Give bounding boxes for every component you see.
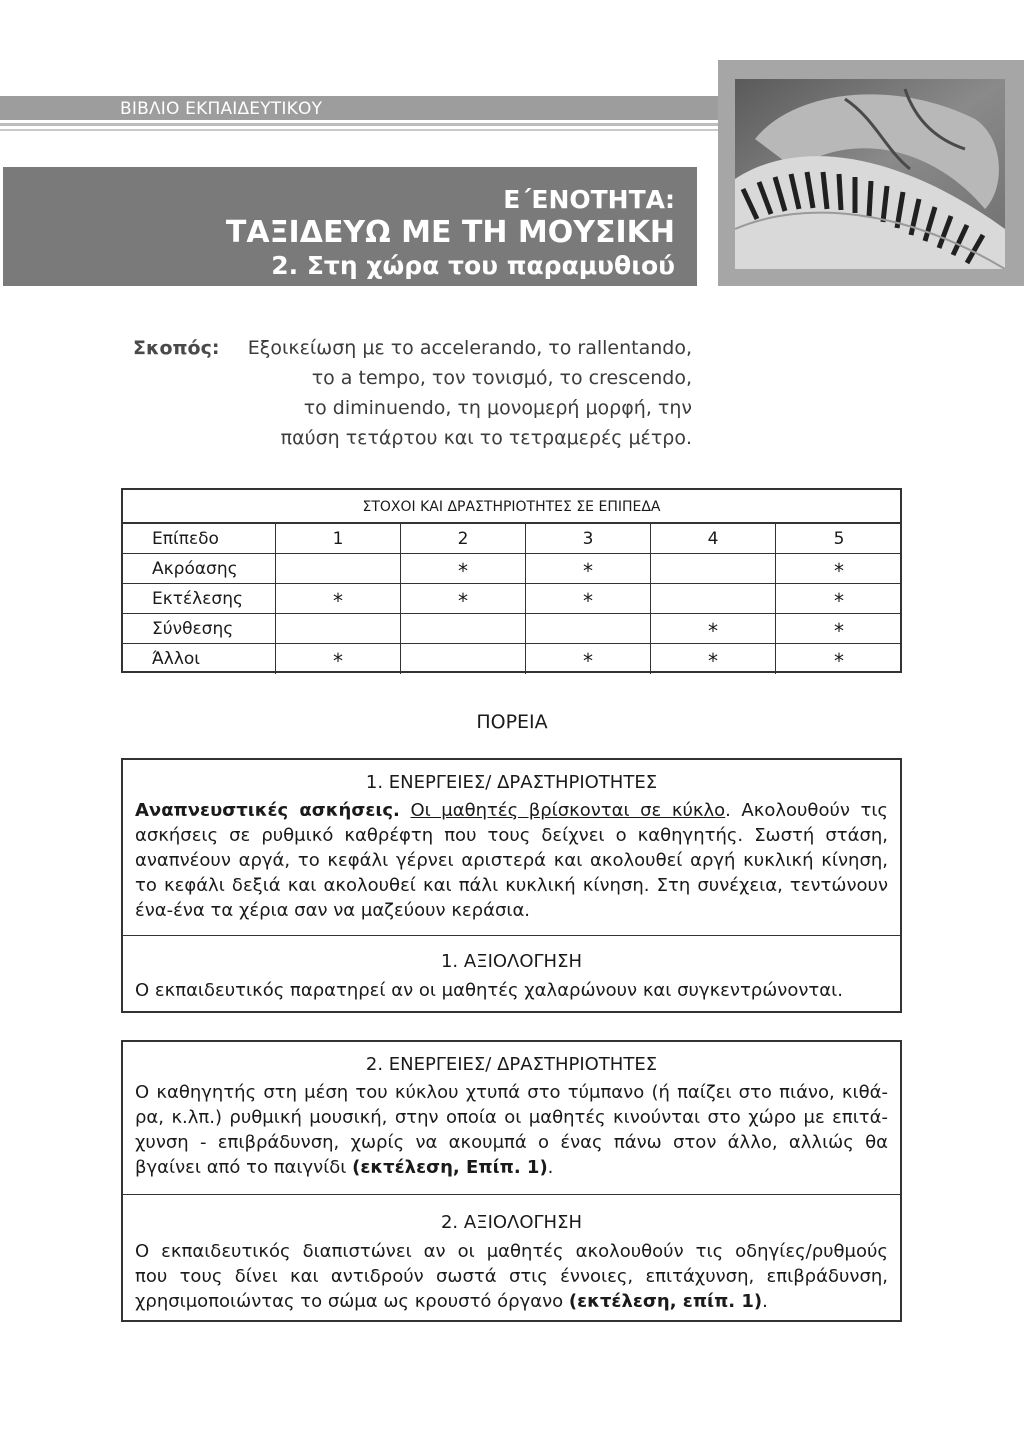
levels-cell: * [775,584,902,614]
activity-text-line: ρα, κ.λπ.) ρυθμική μουσική, στην οποία οι μαθητές κινούνται στο χώρο με επιτά- [135,1107,888,1128]
levels-row-label: Σύνθεσης [152,619,234,639]
levels-cell [650,584,775,614]
activity-heading: 1. ΕΝΕΡΓΕΙΕΣ/ ΔΡΑΣΤΗΡΙΟΤΗΤΕΣ [365,772,658,793]
evaluation-last-line: χρησιμοποιώντας το σώμα ως κρουστό όργανο [135,1291,564,1312]
activity-last-bold: (εκτέλεση, Επίπ. 1) [352,1157,548,1178]
levels-row-label: Ακρόασης [152,559,238,579]
activity-text-line: ένα-ένα τα χέρια σαν να μαζεύουν κεράσια. [135,900,531,921]
evaluation-text-line [135,1289,888,1314]
levels-cell: * [525,554,650,584]
levels-cell [275,554,400,584]
evaluation-heading: 1. ΑΞΙΟΛΟΓΗΣΗ [440,951,582,972]
activity-box-2 [121,1040,902,1322]
levels-cell [400,644,525,674]
levels-row [123,644,900,674]
evaluation-text-line: Ο εκπαιδευτικός διαπιστώνει αν οι μαθητές ακολουθούν τις οδηγίες/ρυθμούς [135,1241,888,1262]
levels-cell: * [650,644,775,674]
evaluation-last-end: . [762,1291,768,1312]
activity-box-1 [121,758,902,1013]
levels-table-title: ΣΤΟΧΟΙ ΚΑΙ ΔΡΑΣΤΗΡΙΟΤΗΤΕΣ ΣΕ ΕΠΙΠΕΔΑ [123,490,900,524]
levels-cell [275,614,400,644]
activity-lead-underline: Οι μαθητές βρίσκονται σε κύκλο [410,800,726,821]
activity-text-line: χυνση - επιβράδυνση, χωρίς να ακουμπά ο ένας πάνω στον άλλο, αλλιώς θα [135,1132,888,1153]
activity-text-line: Ο καθηγητής στη μέση του κύκλου χτυπά στο τύμπανο (ή παίζει στο πιάνο, κιθά- [135,1082,888,1103]
goal-line: παύση τετάρτου και το τετραμερές μέτρο. [280,427,692,449]
levels-cell [400,614,525,644]
evaluation-text-line: που τους δίνει και αντιδρούν σωστά στις έννοιες, επιτάχυνση, επιβράδυνση, [135,1266,888,1287]
section-heading: ΠΟΡΕΙΑ [476,711,548,733]
header-rule [0,123,720,126]
evaluation-heading: 2. ΑΞΙΟΛΟΓΗΣΗ [440,1212,582,1233]
activity-last-line: βγαίνει από το παιγνίδι [135,1157,347,1178]
level-number: 5 [775,524,902,554]
activity-text-line [135,1155,888,1180]
levels-table [121,488,902,673]
levels-cell: * [525,584,650,614]
level-number: 4 [650,524,775,554]
evaluation-text: Ο εκπαιδευτικός παρατηρεί αν οι μαθητές χαλαρώνουν και συγκεντρώνονται. [135,980,843,1001]
levels-cell [525,614,650,644]
activity-divider [123,1194,900,1195]
unit-subtitle: ΤΑΞΙΔΕΥΩ ΜΕ ΤΗ ΜΟΥΣΙΚΗ [225,215,675,250]
levels-row [123,554,900,584]
lesson-title: 2. Στη χώρα του παραμυθιού [271,251,675,280]
levels-cell: * [775,644,902,674]
evaluation-last-bold: (εκτέλεση, επίπ. 1) [568,1291,763,1312]
levels-cell: * [275,644,400,674]
activity-text-line: το κεφάλι δεξιά και ακολουθεί και πάλι κυκλική κίνηση. Στη συνέχεια, τεντώνουν [135,875,888,896]
levels-cell: * [400,554,525,584]
activity-text-line: ασκήσεις σε ρυθμικό καθρέφτη που τους δείχνει ο καθηγητής. Σωστή στάση, [135,825,888,846]
activity-text-line [135,798,888,823]
levels-row [123,614,900,644]
levels-cell: * [275,584,400,614]
activity-divider [123,935,900,936]
levels-row [123,584,900,614]
goal-line: Εξοικείωση με το accelerando, το rallentando, [247,337,692,359]
level-number: 3 [525,524,650,554]
levels-cell: * [650,614,775,644]
goal-label: Σκοπός: [133,337,220,359]
levels-cell: * [400,584,525,614]
goal-line: το a tempo, τον τονισμό, το crescendo, [311,367,692,389]
levels-cell: * [775,614,902,644]
unit-title: Ε΄ΕΝΟΤΗΤΑ: [503,185,675,214]
header-label: ΒΙΒΛΙΟ ΕΚΠΑΙΔΕΥΤΙΚΟΥ [120,99,323,119]
title-block [3,167,697,286]
goal-line: το diminuendo, τη μονομερή μορφή, την [303,397,692,419]
levels-header-row [123,524,900,554]
levels-header-label: Επίπεδο [152,529,219,549]
levels-row-label: Άλλοι [152,649,201,669]
header-bar [0,96,720,120]
activity-lead-rest: . Ακολουθούν τις [725,800,888,821]
activity-lead-bold: Αναπνευστικές ασκήσεις. [135,800,400,821]
activity-heading: 2. ΕΝΕΡΓΕΙΕΣ/ ΔΡΑΣΤΗΡΙΟΤΗΤΕΣ [365,1054,658,1075]
header-rule-thin [0,129,720,131]
activity-text-line: αναπνέουν αργά, το κεφάλι γέρνει αριστερά και ακολουθεί αργή κυκλική κίνηση, [135,850,888,871]
level-number: 2 [400,524,525,554]
activity-last-end: . [547,1157,554,1178]
levels-cell [650,554,775,584]
piano-photo [735,79,1005,269]
levels-cell: * [775,554,902,584]
levels-cell: * [525,644,650,674]
levels-row-label: Εκτέλεσης [152,589,243,609]
level-number: 1 [275,524,400,554]
